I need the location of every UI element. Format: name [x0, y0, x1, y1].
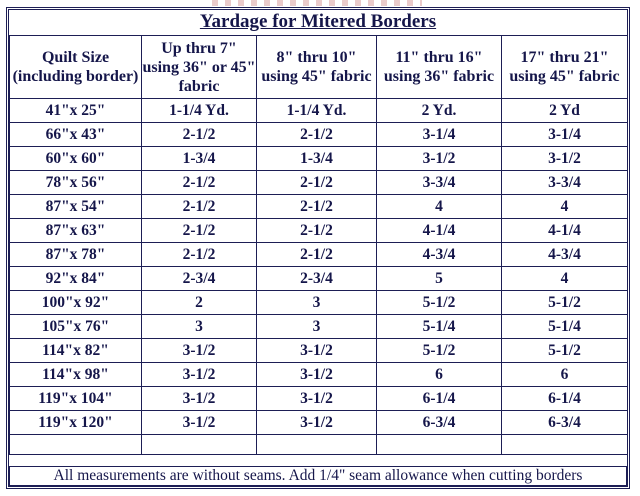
table-row	[10, 387, 628, 411]
table-row	[10, 411, 628, 435]
table-row	[10, 171, 628, 195]
decorative-stamp-mark	[212, 0, 422, 6]
quilt-size-cell: 60"x 60"	[10, 147, 142, 171]
11-thru-16-cell: 5-1/2	[377, 291, 502, 315]
up-thru-7-cell: 2-3/4	[142, 267, 257, 291]
11-thru-16-cell: 3-3/4	[377, 171, 502, 195]
quilt-size-cell: 87"x 54"	[10, 195, 142, 219]
11-thru-16-cell: 4-3/4	[377, 243, 502, 267]
11-thru-16-cell: 6	[377, 363, 502, 387]
11-thru-16-cell: 5	[377, 267, 502, 291]
up-thru-7-cell: 1-3/4	[142, 147, 257, 171]
blank-cell	[377, 435, 502, 455]
17-thru-21-cell: 3-1/4	[502, 123, 628, 147]
17-thru-21-cell: 4	[502, 195, 628, 219]
8-thru-10-cell: 3-1/2	[257, 411, 377, 435]
table-row	[10, 339, 628, 363]
quilt-size-cell: 114"x 98"	[10, 363, 142, 387]
up-thru-7-cell: 3-1/2	[142, 339, 257, 363]
11-thru-16-cell: 6-1/4	[377, 387, 502, 411]
8-thru-10-cell: 3-1/2	[257, 363, 377, 387]
11-thru-16-cell: 4-1/4	[377, 219, 502, 243]
17-thru-21-cell: 5-1/4	[502, 315, 628, 339]
quilt-size-cell: 41"x 25"	[10, 99, 142, 123]
header-row	[10, 36, 628, 99]
8-thru-10-cell: 3-1/2	[257, 387, 377, 411]
up-thru-7-cell: 2-1/2	[142, 171, 257, 195]
8-thru-10-cell: 3-1/2	[257, 339, 377, 363]
17-thru-21-cell: 4	[502, 267, 628, 291]
up-thru-7-cell: 1-1/4 Yd.	[142, 99, 257, 123]
table-row	[10, 243, 628, 267]
11-thru-16-cell: 3-1/4	[377, 123, 502, 147]
quilt-size-cell: 114"x 82"	[10, 339, 142, 363]
up-thru-7-cell: 2-1/2	[142, 195, 257, 219]
blank-cell	[142, 435, 257, 455]
17-thru-21-cell: 3-1/2	[502, 147, 628, 171]
8-thru-10-cell: 2-1/2	[257, 171, 377, 195]
up-thru-7-cell: 2-1/2	[142, 123, 257, 147]
quilt-size-cell: 92"x 84"	[10, 267, 142, 291]
17-thru-21-cell: 3-3/4	[502, 171, 628, 195]
up-thru-7-cell: 2	[142, 291, 257, 315]
8-thru-10-cell: 2-1/2	[257, 195, 377, 219]
table-row	[10, 99, 628, 123]
column-header-8-thru-10: 8" thru 10" using 45" fabric	[257, 36, 377, 99]
column-header-up-thru-7: Up thru 7" using 36" or 45" fabric	[142, 36, 257, 99]
17-thru-21-cell: 5-1/2	[502, 291, 628, 315]
table-row	[10, 195, 628, 219]
yardage-table	[9, 35, 628, 455]
up-thru-7-cell: 2-1/2	[142, 219, 257, 243]
column-header-17-thru-21: 17" thru 21" using 45" fabric	[502, 36, 628, 99]
blank-row	[10, 435, 628, 455]
8-thru-10-cell: 2-3/4	[257, 267, 377, 291]
11-thru-16-cell: 5-1/2	[377, 339, 502, 363]
11-thru-16-cell: 6-3/4	[377, 411, 502, 435]
up-thru-7-cell: 3-1/2	[142, 387, 257, 411]
blank-cell	[10, 435, 142, 455]
17-thru-21-cell: 4-1/4	[502, 219, 628, 243]
table-row	[10, 315, 628, 339]
quilt-size-cell: 119"x 104"	[10, 387, 142, 411]
table-row	[10, 219, 628, 243]
quilt-size-cell: 87"x 63"	[10, 219, 142, 243]
up-thru-7-cell: 3-1/2	[142, 411, 257, 435]
column-header-quilt-size: Quilt Size (including border)	[10, 36, 142, 99]
11-thru-16-cell: 5-1/4	[377, 315, 502, 339]
8-thru-10-cell: 1-1/4 Yd.	[257, 99, 377, 123]
17-thru-21-cell: 6-3/4	[502, 411, 628, 435]
8-thru-10-cell: 2-1/2	[257, 219, 377, 243]
quilt-size-cell: 119"x 120"	[10, 411, 142, 435]
quilt-size-cell: 100"x 92"	[10, 291, 142, 315]
17-thru-21-cell: 4-3/4	[502, 243, 628, 267]
quilt-size-cell: 78"x 56"	[10, 171, 142, 195]
8-thru-10-cell: 3	[257, 291, 377, 315]
table-row	[10, 363, 628, 387]
quilt-size-cell: 87"x 78"	[10, 243, 142, 267]
up-thru-7-cell: 3-1/2	[142, 363, 257, 387]
8-thru-10-cell: 1-3/4	[257, 147, 377, 171]
17-thru-21-cell: 6	[502, 363, 628, 387]
blank-cell	[502, 435, 628, 455]
quilt-size-cell: 105"x 76"	[10, 315, 142, 339]
8-thru-10-cell: 2-1/2	[257, 123, 377, 147]
up-thru-7-cell: 3	[142, 315, 257, 339]
table-row	[10, 291, 628, 315]
table-row	[10, 267, 628, 291]
8-thru-10-cell: 2-1/2	[257, 243, 377, 267]
up-thru-7-cell: 2-1/2	[142, 243, 257, 267]
17-thru-21-cell: 5-1/2	[502, 339, 628, 363]
footer-note: All measurements are without seams. Add 1/4" seam allowance when cutting borders	[9, 466, 627, 486]
page-title: Yardage for Mitered Borders	[199, 11, 437, 32]
11-thru-16-cell: 2 Yd.	[377, 99, 502, 123]
17-thru-21-cell: 2 Yd	[502, 99, 628, 123]
table-row	[10, 123, 628, 147]
blank-cell	[257, 435, 377, 455]
table-body	[10, 99, 628, 455]
table-row	[10, 147, 628, 171]
column-header-11-thru-16: 11" thru 16" using 36" fabric	[377, 36, 502, 99]
17-thru-21-cell: 6-1/4	[502, 387, 628, 411]
11-thru-16-cell: 3-1/2	[377, 147, 502, 171]
quilt-size-cell: 66"x 43"	[10, 123, 142, 147]
8-thru-10-cell: 3	[257, 315, 377, 339]
11-thru-16-cell: 4	[377, 195, 502, 219]
